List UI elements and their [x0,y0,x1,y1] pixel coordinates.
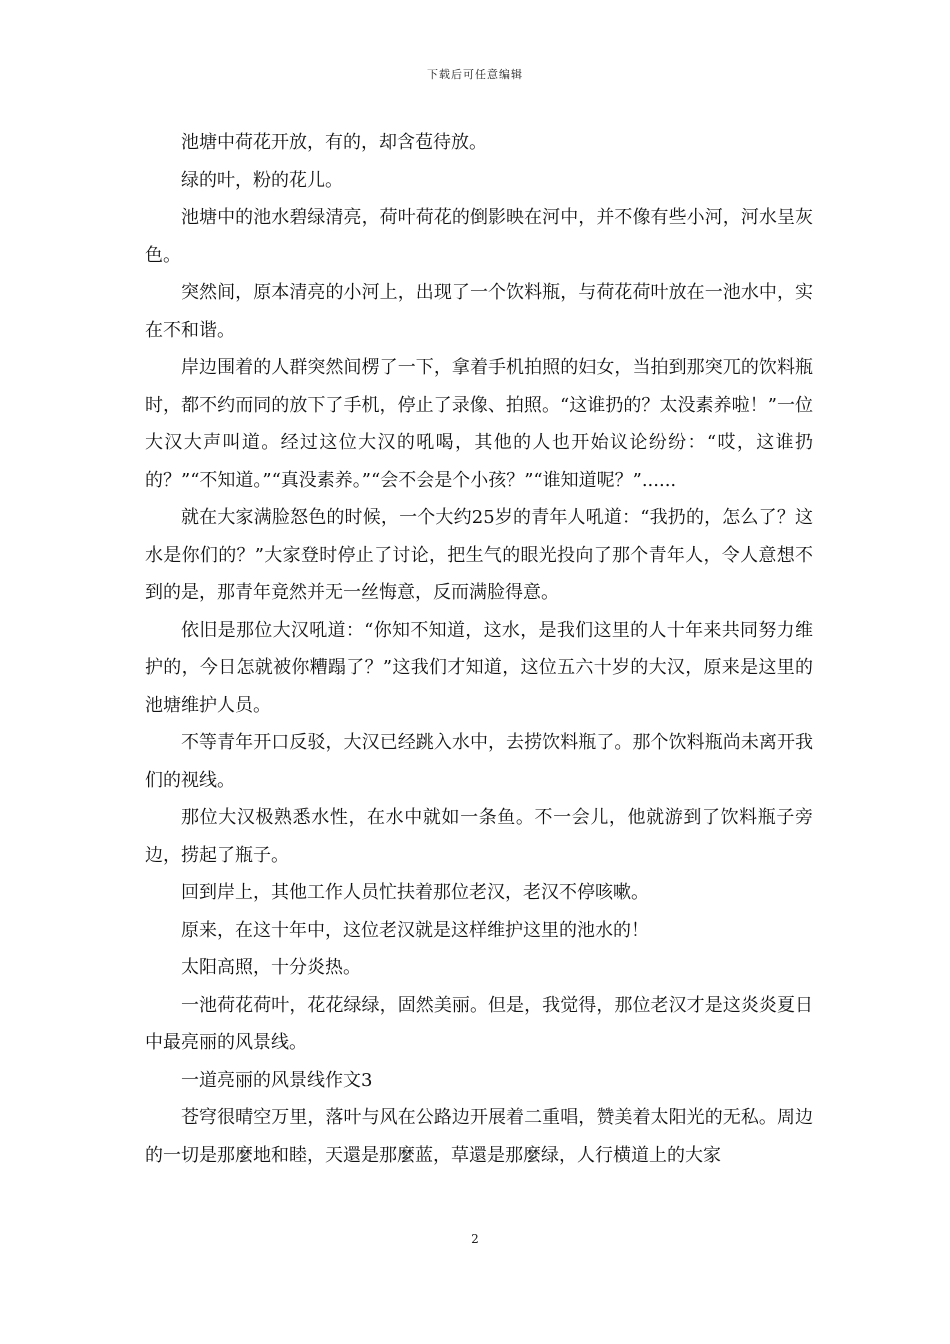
paragraph: 太阳高照，十分炎热。 [181,957,361,978]
paragraph: 苍穹很晴空万里，落叶与风在公路边开展着二重唱，赞美着太阳光的无私。周边的一切是那麼地和睦，天還是那麼蓝，草還是那麼绿，人行横道上的大家 [145,1107,813,1166]
paragraph: 池塘中的池水碧绿清亮，荷叶荷花的倒影映在河中，并不像有些小河，河水呈灰色。 [145,207,813,266]
document-body [145,124,813,1174]
paragraph: 那位大汉极熟悉水性，在水中就如一条鱼。不一会儿，他就游到了饮料瓶子旁边，捞起了瓶子。 [145,807,813,866]
paragraph: 绿的叶，粉的花儿。 [181,169,343,191]
paragraph: 原来，在这十年中，这位老汉就是这样维护这里的池水的！ [181,919,649,941]
paragraph: 就在大家满脸怒色的时候，一个大约25岁的青年人吼道：“我扔的，怎么了？这水是你们的？”大家登时停止了讨论，把生气的眼光投向了那个青年人，令人意想不到的是，那青年竟然并无一丝悔意，反而满脸得意。 [145,507,813,603]
page-number: 2 [471,1232,479,1246]
paragraph: 突然间，原本清亮的小河上，出现了一个饮料瓶，与荷花荷叶放在一池水中，实在不和谐。 [145,282,813,341]
paragraph: 不等青年开口反驳，大汉已经跳入水中，去捞饮料瓶了。那个饮料瓶尚未离开我们的视线。 [145,732,813,791]
paragraph: 岸边围着的人群突然间楞了一下，拿着手机拍照的妇女，当拍到那突兀的饮料瓶时，都不约而同的放下了手机，停止了录像、拍照。“这谁扔的？太没素养啦！”一位大汉大声叫道。经过这位大汉的吼喝，其他的人也开始议论纷纷：“哎，这谁扔的？”“不知道。”“真没素养。”“会不会是个小孩？”“谁知道呢？”...... [145,357,813,491]
paragraph: 依旧是那位大汉吼道：“你知不知道，这水，是我们这里的人十年来共同努力维护的，今日怎就被你糟蹋了？”这我们才知道，这位五六十岁的大汉，原来是这里的池塘维护人员。 [145,619,813,716]
page-header: 下载后可任意编辑 [427,68,523,81]
paragraph: 池塘中荷花开放，有的，却含苞待放。 [181,132,487,153]
section-heading: 一道亮丽的风景线作文3 [181,1069,373,1091]
paragraph: 一池荷花荷叶，花花绿绿，固然美丽。但是，我觉得，那位老汉才是这炎炎夏日中最亮丽的风景线。 [145,994,813,1053]
paragraph: 回到岸上，其他工作人员忙扶着那位老汉，老汉不停咳嗽。 [181,882,649,903]
